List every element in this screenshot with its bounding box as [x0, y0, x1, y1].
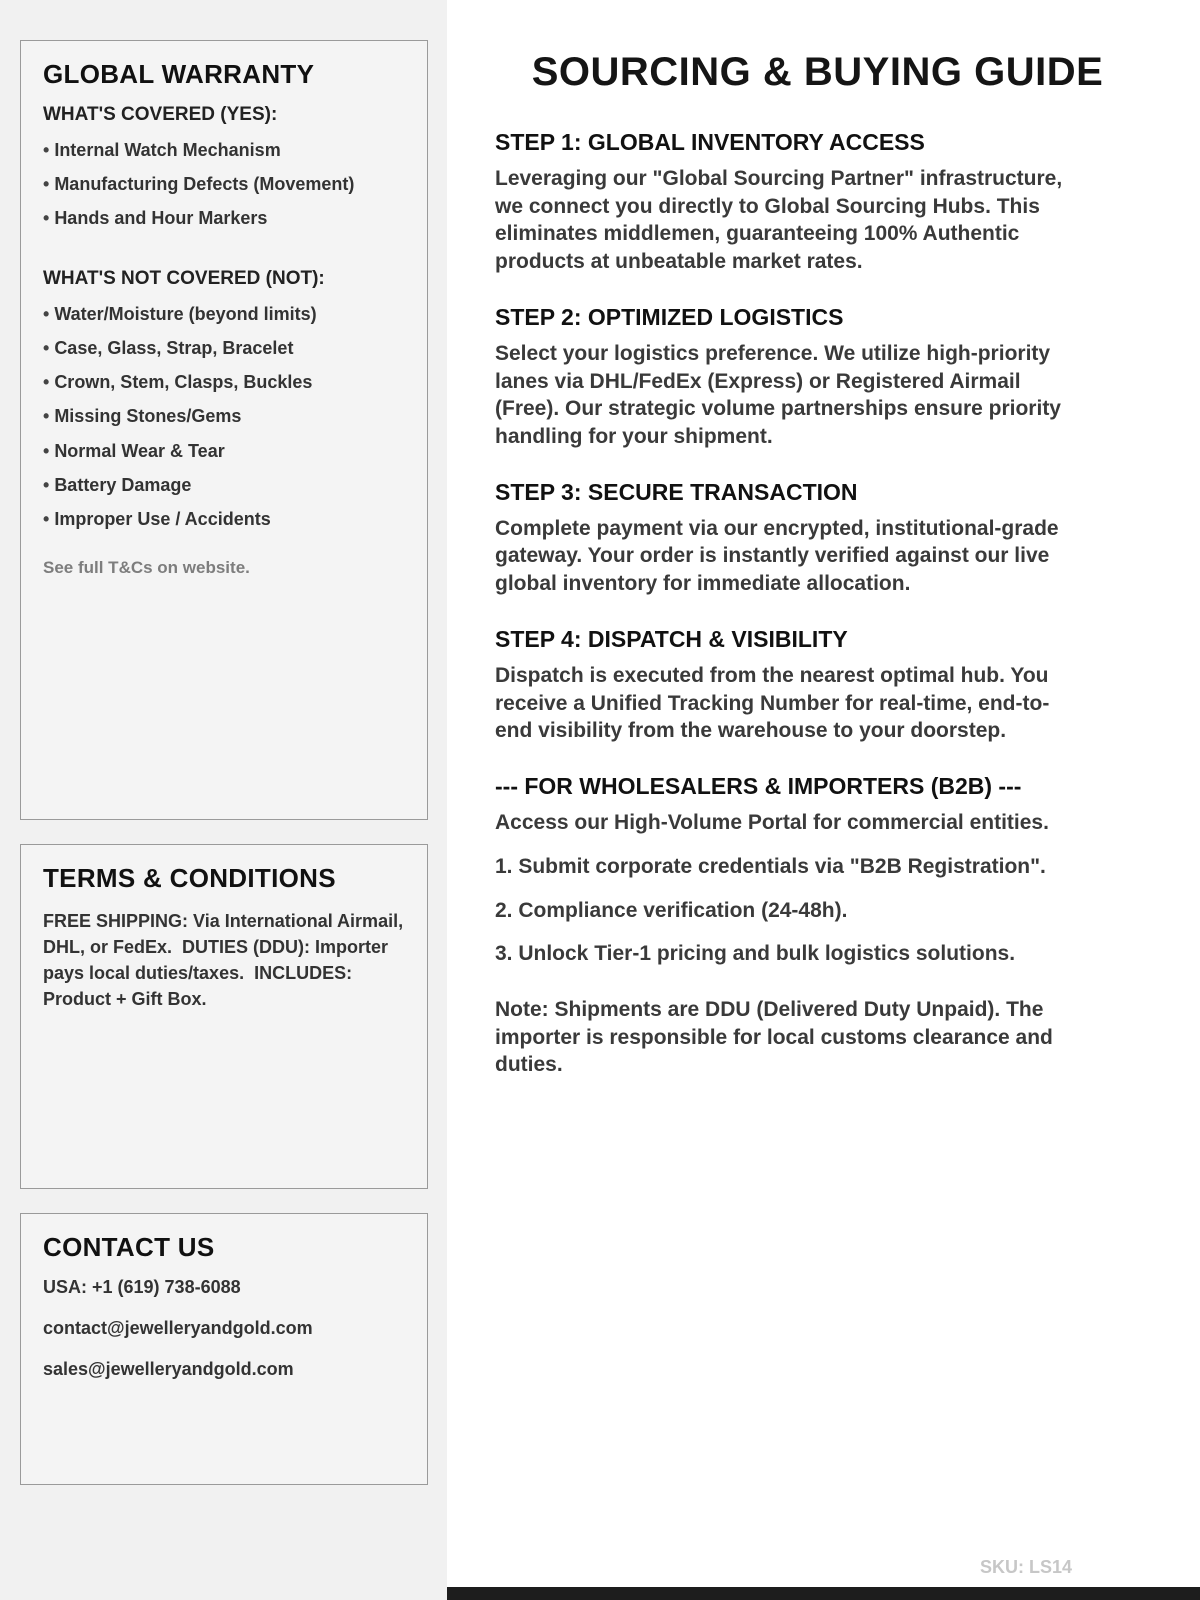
step-4-heading: STEP 4: DISPATCH & VISIBILITY: [495, 625, 848, 652]
not-covered-item: • Improper Use / Accidents: [43, 509, 405, 530]
b2b-section: [495, 773, 1140, 1079]
step-3-body: Complete payment via our encrypted, institutional-grade gateway. Your order is instantly verified against our live global inventory for immediate allocation.: [495, 516, 1059, 596]
not-covered-item: • Battery Damage: [43, 475, 405, 496]
step-1-section: [495, 129, 1140, 276]
step-1-body: Leveraging our "Global Sourcing Partner" infrastructure, we connect you directly to Global Sourcing Hubs. This eliminates middlemen, guaranteeing 100% Authentic products at unbeatable market rates.: [495, 167, 1063, 274]
b2b-item-3: 3. Unlock Tier-1 pricing and bulk logistics solutions.: [495, 942, 1016, 966]
contact-email-sales: sales@jewelleryandgold.com: [43, 1359, 294, 1379]
step-2-section: [495, 304, 1140, 451]
not-covered-item: • Water/Moisture (beyond limits): [43, 304, 405, 325]
warranty-title: GLOBAL WARRANTY: [43, 59, 315, 89]
step-3-section: [495, 479, 1140, 598]
contact-title: CONTACT US: [43, 1232, 215, 1262]
not-covered-item: • Crown, Stem, Clasps, Buckles: [43, 372, 405, 393]
main-content: [447, 0, 1200, 1600]
not-covered-title: WHAT'S NOT COVERED (NOT):: [43, 267, 325, 289]
not-covered-item: • Case, Glass, Strap, Bracelet: [43, 338, 405, 359]
step-1-heading: STEP 1: GLOBAL INVENTORY ACCESS: [495, 129, 925, 155]
terms-title: TERMS & CONDITIONS: [43, 863, 336, 893]
covered-list: [43, 140, 405, 230]
sku-label: SKU: LS14: [979, 1557, 1072, 1577]
step-4-body: Dispatch is executed from the nearest optimal hub. You receive a Unified Tracking Number for real-time, end-to-end visibility from the warehouse to your doorstep.: [495, 663, 1050, 743]
terms-box: [20, 844, 428, 1189]
b2b-item-2: 2. Compliance verification (24-48h).: [495, 898, 848, 922]
contact-phone: USA: +1 (619) 738-6088: [43, 1277, 241, 1297]
warranty-box: [20, 40, 428, 820]
covered-item: • Internal Watch Mechanism: [43, 140, 405, 161]
sidebar: [0, 0, 447, 1600]
step-3-heading: STEP 3: SECURE TRANSACTION: [495, 478, 858, 505]
covered-item: • Manufacturing Defects (Movement): [43, 174, 405, 195]
b2b-item-1: 1. Submit corporate credentials via "B2B Registration".: [495, 854, 1046, 878]
covered-item: • Hands and Hour Markers: [43, 208, 405, 229]
covered-title: WHAT'S COVERED (YES):: [43, 104, 278, 125]
page-title: SOURCING & BUYING GUIDE: [531, 50, 1104, 94]
contact-box: [20, 1213, 428, 1485]
b2b-note: Note: Shipments are DDU (Delivered Duty Unpaid). The importer is responsible for local customs clearance and duties.: [495, 997, 1053, 1077]
contact-email-primary: contact@jewelleryandgold.com: [43, 1318, 313, 1338]
terms-body: FREE SHIPPING: Via International Airmail, DHL, or FedEx. DUTIES (DDU): Importer pays local duties/taxes. INCLUDES: Product + Gift Box.: [43, 911, 409, 1010]
step-2-body: Select your logistics preference. We utilize high-priority lanes via DHL/FedEx (Express) or Registered Airmail (Free). Our strategic volume partnerships ensure priority handling for your shipment.: [495, 341, 1061, 449]
b2b-intro: Access our High-Volume Portal for commercial entities.: [495, 811, 1049, 835]
step-4-section: [495, 626, 1140, 745]
step-2-heading: STEP 2: OPTIMIZED LOGISTICS: [495, 303, 844, 330]
not-covered-list: [43, 304, 405, 531]
not-covered-item: • Missing Stones/Gems: [43, 406, 405, 427]
warranty-footnote: See full T&Cs on website.: [43, 558, 250, 578]
not-covered-item: • Normal Wear & Tear: [43, 441, 405, 462]
b2b-heading: --- FOR WHOLESALERS & IMPORTERS (B2B) ---: [495, 773, 1022, 800]
bottom-bar: [447, 1587, 1200, 1600]
